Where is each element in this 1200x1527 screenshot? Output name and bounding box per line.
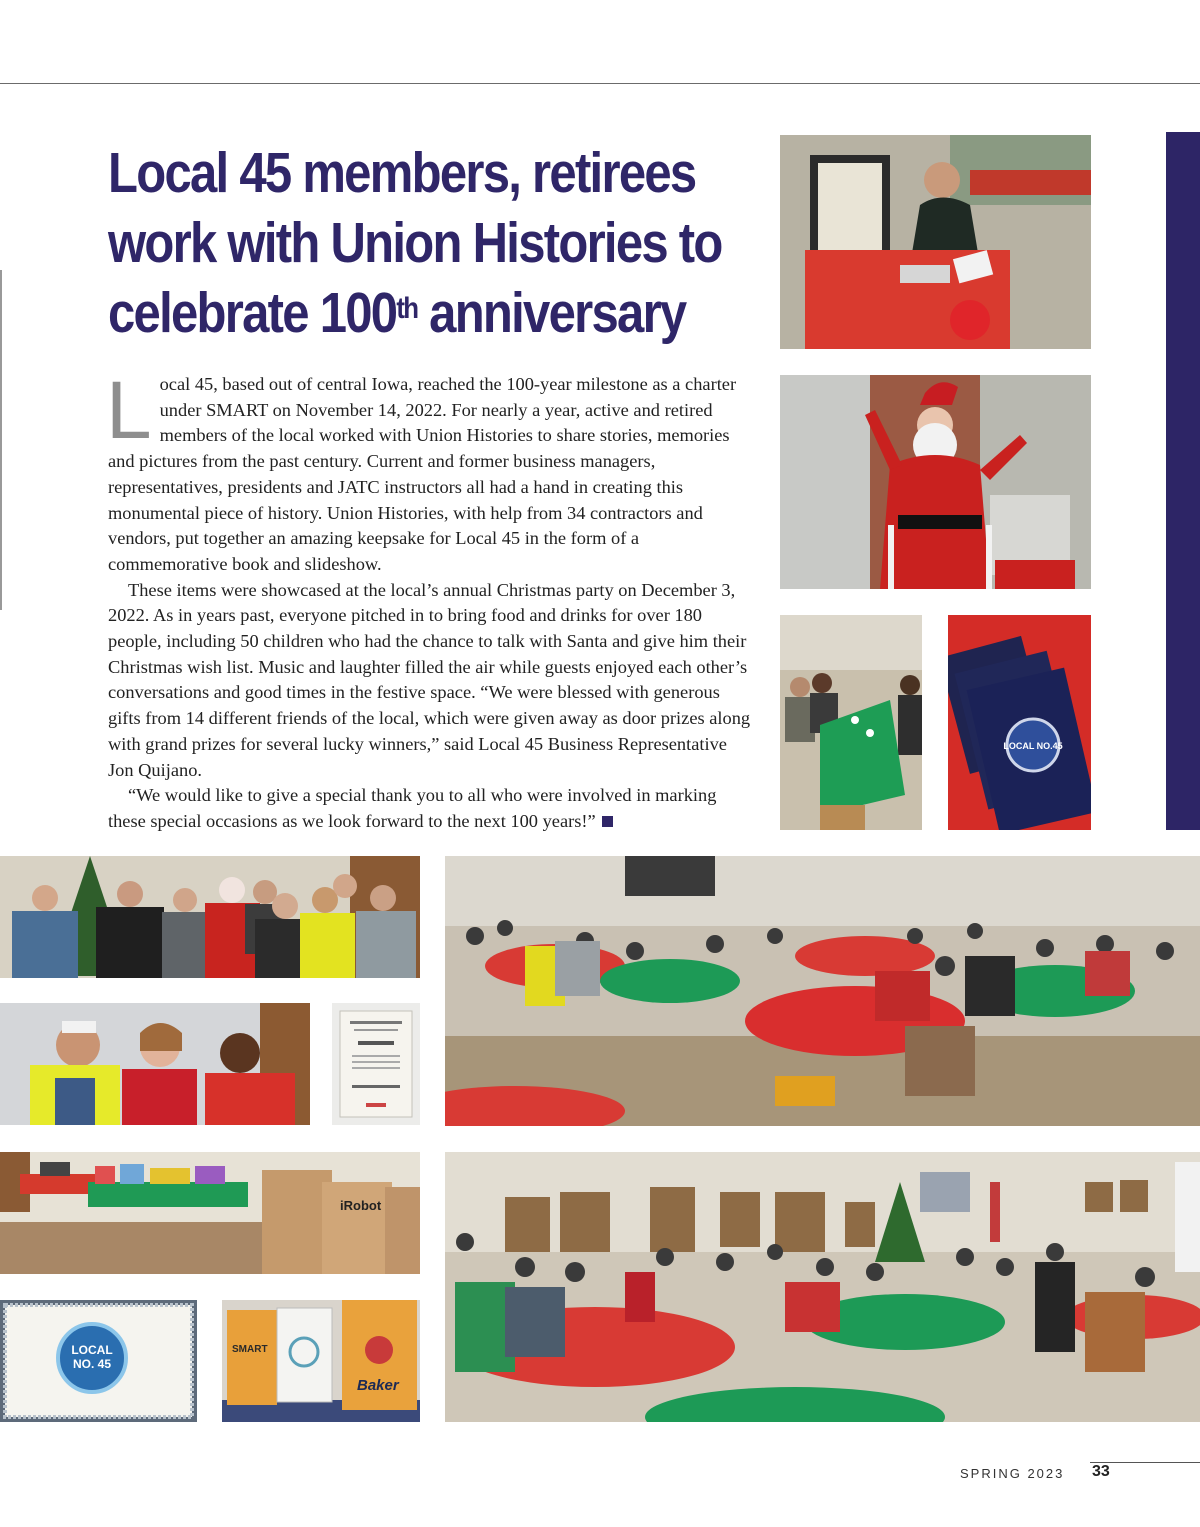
photo-banquet-hall-1	[445, 856, 1200, 1126]
paragraph-1-text: ocal 45, based out of central Iowa, reached the 100-year milestone as a charter under SMART on November 14, 2022. For nearly a year, active and retired members of the local worked with Union Histories to share stories, memories and pictures from the past century. Current and former business managers, representatives, presidents and JATC instructors all had a hand in creating this monumental piece of history. Union Histories, with help from 34 contractors and vendors, put together an amazing keepsake for Local 45 in the form of a commemorative book and slideshow.	[108, 374, 737, 574]
sign-smart-text: SMART	[232, 1344, 268, 1355]
photo-sponsor-signs	[222, 1300, 420, 1422]
article-body	[106, 365, 754, 835]
photo-group-with-santa	[0, 856, 420, 978]
article-paragraph-1	[106, 365, 754, 578]
paragraph-3-text: “We would like to give a special thank you to all who were involved in marking these special occasions as we look forward to the next 100 years!”	[108, 785, 717, 831]
photo-door-prizes	[0, 1152, 420, 1274]
headline-line2: work with Union Histories to	[108, 211, 722, 275]
photo-anniversary-cake	[0, 1300, 197, 1422]
headline-line3-post: anniversary	[417, 281, 686, 345]
side-accent-bar	[1166, 132, 1200, 830]
photo-display-table	[780, 135, 1091, 349]
photo-santa	[780, 375, 1091, 589]
book-cover-text: LOCAL NO.45	[1003, 741, 1063, 751]
box-brand-text: iRobot	[340, 1198, 382, 1213]
headline-line1: Local 45 members, retirees	[108, 141, 696, 205]
article-headline	[108, 138, 762, 348]
left-edge-rule	[0, 270, 2, 610]
cake-text-line1: LOCAL	[71, 1343, 113, 1357]
page-number: 33	[1092, 1463, 1110, 1480]
article-paragraph-2: These items were showcased at the local’s annual Christmas party on December 3, 2022. As in years past, everyone pitched in to bring food and drinks for over 180 people, including 50 children who had the chance to talk with Santa and give him their Christmas wish list. Music and laughter filled the air while guests enjoyed each other’s conversations and good times in the festive space. “We were blessed with generous gifts from 14 different friends of the local, which were given away as door prizes along with grand prizes for several lucky winners,” said Local 45 Business Representative Jon Quijano.	[108, 579, 751, 780]
top-rule	[0, 83, 1200, 84]
photo-commemorative-books	[948, 615, 1091, 830]
photo-trio-portrait	[0, 1003, 310, 1125]
footer-issue: SPRING 2023	[960, 1466, 1065, 1481]
cake-text-line2: NO. 45	[72, 1357, 112, 1371]
photo-framed-certificate	[332, 1003, 420, 1125]
photo-diners-green-table	[780, 615, 922, 830]
article-paragraph-3	[108, 783, 754, 834]
end-mark	[602, 816, 613, 827]
headline-line3-pre: celebrate 100	[108, 281, 397, 345]
sign-baker-text: Baker	[357, 1377, 399, 1394]
headline-superscript: th	[396, 292, 418, 325]
photo-banquet-hall-2	[445, 1152, 1200, 1422]
drop-cap: L	[106, 365, 152, 456]
